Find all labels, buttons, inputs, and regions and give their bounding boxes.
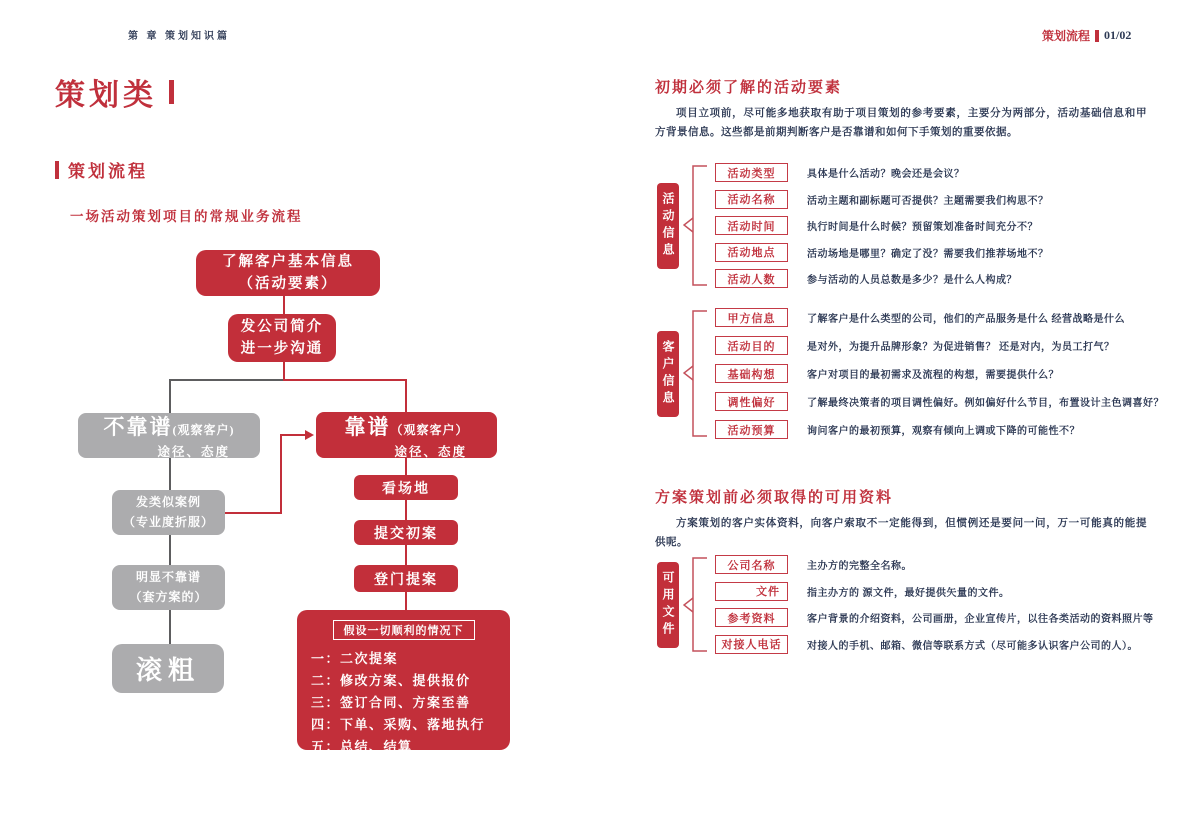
- flow-node-text: 途径、态度: [394, 444, 467, 459]
- flow-node-text: （套方案的）: [129, 589, 208, 604]
- connector-line: [283, 296, 285, 314]
- info-label: 对接人电话: [715, 635, 788, 654]
- smooth-step: 一：二次提案: [311, 651, 399, 666]
- section2-intro: 方案策划的客户实体资料，向客户索取不一定能得到，但惯例还是要问一问，万一可能真的能提供呢。: [655, 518, 1147, 548]
- connector-line: [405, 458, 407, 475]
- page-title: [55, 70, 174, 114]
- header-accent-bar: [1095, 30, 1099, 42]
- flow-node-text: [316, 411, 497, 441]
- connector-line: [169, 610, 171, 644]
- smooth-steps-list: [297, 648, 510, 758]
- info-row: [715, 163, 1049, 182]
- info-row: [715, 635, 1154, 654]
- flow-node-obviously-unreliable: [112, 565, 225, 610]
- flow-node-text: 了解客户基本信息: [222, 253, 354, 270]
- info-desc: 询问客户的最初预算，观察有倾向上调或下降的可能性不？: [807, 426, 1080, 437]
- connector-line: [283, 379, 407, 381]
- info-desc: 参与活动的人员总数是多少？是什么人构成？: [807, 275, 1017, 286]
- flow-node-text: （专业度折服）: [122, 514, 214, 529]
- info-label: 活动地点: [715, 243, 788, 262]
- info-label: 文件: [715, 582, 788, 601]
- info-desc: 是对外，为提升品牌形象？为促进销售？ 还是对内，为员工打气？: [807, 342, 1115, 353]
- info-label: 活动类型: [715, 163, 788, 182]
- group-rows: [715, 555, 1154, 654]
- connector-line: [169, 379, 285, 381]
- section2-heading: 方案策划前必须取得的可用资料: [655, 490, 894, 506]
- info-label: 活动名称: [715, 190, 788, 209]
- flow-node-sub: (观察客户): [172, 423, 235, 437]
- flow-node-text: 发类似案例: [135, 495, 201, 510]
- group-rows: [715, 308, 1164, 439]
- info-row: [715, 190, 1049, 209]
- info-desc: 指主办方的 源文件，最好提供矢量的文件。: [807, 587, 1010, 599]
- info-desc: 主办方的完整全名称。: [807, 561, 912, 572]
- info-desc: 活动场地是哪里？确定了没？需要我们推荐场地不？: [807, 248, 1049, 260]
- flow-node-submit-draft: [354, 520, 458, 545]
- flow-node-text: 发公司简介: [240, 318, 324, 335]
- smooth-step: 三：签订合同、方案至善: [311, 695, 471, 710]
- bracket-icon: [683, 163, 707, 288]
- flow-node-send-cases: [112, 490, 225, 535]
- flow-node-text: 登门提案: [374, 572, 438, 588]
- section-heading: [55, 157, 148, 182]
- flow-node-text: 提交初案: [374, 526, 438, 542]
- info-row: [715, 608, 1154, 627]
- smooth-case-badge: 假设一切顺利的情况下: [333, 620, 475, 640]
- info-row: [715, 336, 1164, 355]
- connector-line: [280, 434, 282, 514]
- flow-node-reliable: [316, 412, 497, 458]
- running-header: [1042, 27, 1131, 44]
- smooth-step: 五：总结、结算: [311, 739, 413, 754]
- connector-line: [169, 458, 171, 490]
- info-label: 调性偏好: [715, 392, 788, 411]
- info-desc: 客户对项目的最初需求及流程的构想，需要提供什么？: [807, 370, 1059, 381]
- info-label: 参考资料: [715, 608, 788, 627]
- info-row: [715, 364, 1164, 383]
- info-label: 活动时间: [715, 216, 788, 235]
- info-desc: 对接人的手机、邮箱、微信等联系方式（尽可能多认识客户公司的人）。: [807, 640, 1138, 652]
- info-row: [715, 216, 1049, 235]
- flow-node-text: [78, 411, 260, 441]
- flow-node-text: 途径、态度: [157, 445, 230, 459]
- flow-node-text: 明显不靠谱: [135, 570, 201, 585]
- group-label-wrap: [657, 163, 679, 288]
- flow-node-visit-venue: [354, 475, 458, 500]
- info-row: [715, 308, 1164, 327]
- info-label: 基础构想: [715, 364, 788, 383]
- flow-node-unreliable: [78, 413, 260, 458]
- flowchart-subtitle: 一场活动策划项目的常规业务流程: [70, 209, 303, 224]
- info-row: [715, 420, 1164, 439]
- bracket-icon: [683, 308, 707, 439]
- info-row: [715, 269, 1049, 288]
- running-header-label: 策划流程: [1042, 29, 1091, 43]
- flow-node-text: （活动要素）: [238, 276, 338, 292]
- title-accent-bar: [169, 80, 174, 104]
- section1-heading: 初期必须了解的活动要素: [655, 80, 843, 96]
- section-heading-text: 策划流程: [68, 162, 148, 181]
- flow-node-main: 靠谱: [344, 414, 391, 439]
- connector-line: [405, 379, 407, 412]
- flow-node-know-client: [196, 250, 380, 296]
- flow-node-send-intro: [228, 314, 336, 362]
- info-label: 活动目的: [715, 336, 788, 355]
- info-desc: 了解客户是什么类型的公司，他们的产品服务是什么 经营战略是什么: [807, 314, 1125, 325]
- info-row: [715, 243, 1049, 262]
- group-rows: [715, 163, 1049, 288]
- info-desc: 客户背景的介绍资料，公司画册，企业宣传片，以往各类活动的资料照片等: [807, 614, 1154, 626]
- bracket-icon: [683, 555, 707, 654]
- group-label-event-info: 活动信息: [657, 183, 679, 269]
- info-row: [715, 555, 1154, 574]
- info-desc: 执行时间是什么时候？预留策划准备时间充分不？: [807, 222, 1038, 233]
- connector-line: [280, 434, 307, 436]
- arrowhead-icon: [305, 430, 314, 440]
- info-group-files: [657, 555, 1154, 654]
- page-title-text: 策划类: [55, 79, 157, 112]
- flow-node-sub: （观察客户）: [390, 422, 469, 437]
- info-label: 公司名称: [715, 555, 788, 574]
- connector-line: [225, 512, 282, 514]
- info-label: 活动预算: [715, 420, 788, 439]
- connector-line: [405, 500, 407, 520]
- group-label-wrap: [657, 555, 679, 654]
- info-row: [715, 392, 1164, 411]
- info-desc: 具体是什么活动？晚会还是会议？: [807, 169, 965, 180]
- flow-node-get-lost: [112, 644, 224, 693]
- flow-node-smooth-steps: [297, 610, 510, 754]
- flow-node-text: 进一步沟通: [240, 341, 324, 357]
- group-label-wrap: [657, 308, 679, 439]
- group-label-client-info: 客户信息: [657, 331, 679, 417]
- connector-line: [169, 535, 171, 565]
- flow-node-present-proposal: [354, 565, 458, 592]
- section1-intro: 项目立项前，尽可能多地获取有助于项目策划的参考要素，主要分为两部分，活动基础信息和甲方背景信息。这些都是前期判断客户是否靠谱和如何下手策划的重要依据。: [655, 108, 1147, 138]
- flow-node-main: 不靠谱: [103, 415, 173, 439]
- smooth-step: 二：修改方案、提供报价: [311, 673, 471, 688]
- flow-node-text: 看场地: [382, 481, 430, 497]
- flow-node-text: 滚粗: [135, 656, 200, 685]
- info-row: [715, 582, 1154, 601]
- info-group-client: [657, 308, 1164, 439]
- connector-line: [405, 592, 407, 610]
- page-number: 01/02: [1104, 28, 1132, 42]
- connector-line: [405, 545, 407, 565]
- section-accent-bar: [55, 161, 59, 179]
- info-label: 活动人数: [715, 269, 788, 288]
- info-group-event: [657, 163, 1049, 288]
- connector-line: [169, 379, 171, 413]
- info-desc: 活动主题和副标题可否提供？主题需要我们构思不？: [807, 195, 1049, 207]
- info-desc: 了解最终决策者的项目调性偏好。例如偏好什么节目，布置设计主色调喜好？: [807, 398, 1164, 409]
- group-label-usable-files: 可用文件: [657, 562, 679, 648]
- info-label: 甲方信息: [715, 308, 788, 327]
- chapter-header: 第 章 策划知识篇: [128, 31, 230, 42]
- smooth-step: 四：下单、采购、落地执行: [311, 717, 486, 732]
